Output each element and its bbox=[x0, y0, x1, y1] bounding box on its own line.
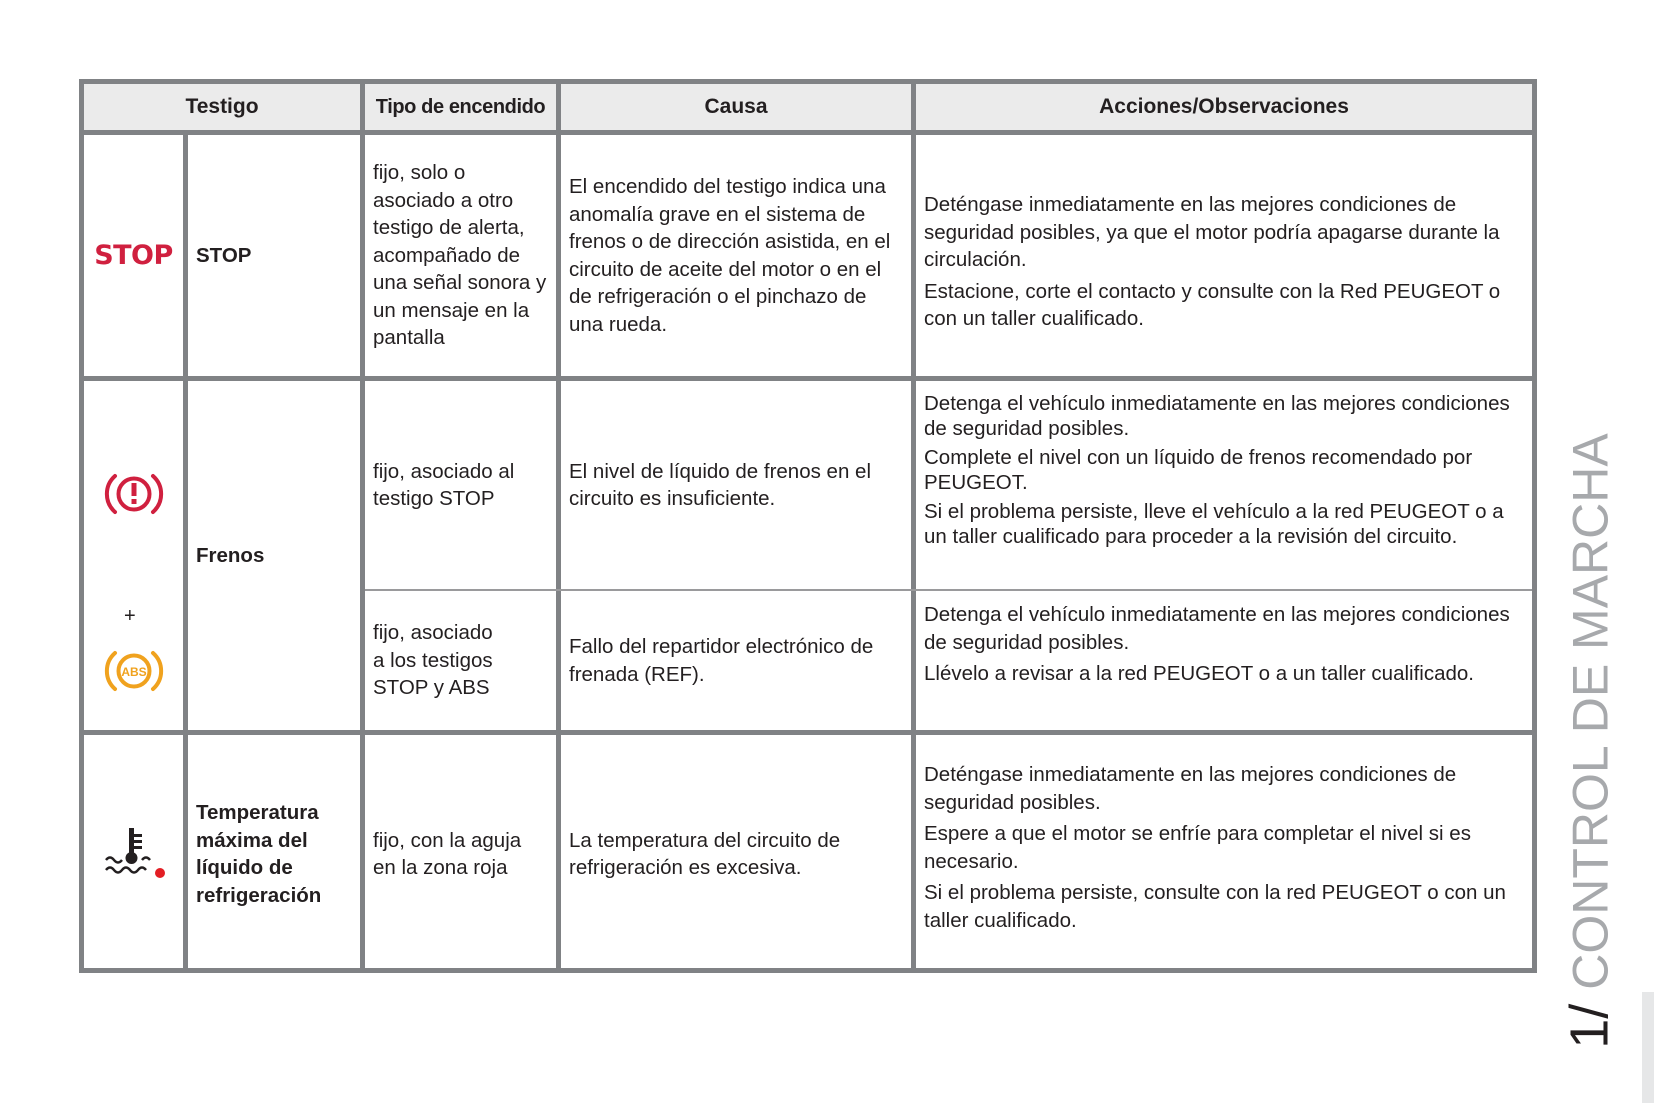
tipo-cell: fijo, solo o asociado a otro testigo de alerta, acompañado de una señal sonora y un mensaje en la pantalla bbox=[373, 161, 547, 350]
chapter-side-title bbox=[1560, 420, 1621, 1049]
brake-warning-icon bbox=[84, 462, 183, 526]
causa-cell: Fallo del repartidor electrónico de frenada (REF). bbox=[569, 635, 874, 686]
warning-name: STOP bbox=[196, 243, 252, 267]
chapter-number: 1/ bbox=[1560, 1003, 1621, 1049]
abs-warning-icon bbox=[84, 639, 183, 703]
warning-name: Temperatura máxima del líquido de refrigeración bbox=[196, 801, 322, 907]
header-acciones: Acciones/Observaciones bbox=[1099, 95, 1349, 118]
table-header bbox=[84, 84, 1532, 135]
causa-cell: El nivel de líquido de frenos en el circuito es insuficiente. bbox=[569, 459, 872, 510]
header-testigo: Testigo bbox=[185, 95, 259, 118]
tipo-cell: fijo, asociado al testigo STOP bbox=[373, 459, 515, 510]
acciones-cell: Detenga el vehículo inmediatamente en las mejores condiciones de seguridad posibles. Llévelo a revisar a la red PEUGEOT o a un taller cualificado. bbox=[924, 603, 1510, 685]
tipo-cell: fijo, asociado a los testigos STOP y ABS bbox=[373, 621, 493, 700]
acciones-cell: Deténgase inmediatamente en las mejores condiciones de seguridad posibles, ya que el motor podría apagarse durante la circulación. Estacione, corte el contacto y consulte con la Red PEUGEOT o con un taller cualificado. bbox=[924, 193, 1501, 330]
acciones-cell: Deténgase inmediatamente en las mejores condiciones de seguridad posibles. Espere a que el motor se enfríe para completar el nivel si es necesario. Si el problema persiste, consulte con la red PEUGEOT o con un taller cualificado. bbox=[924, 763, 1506, 932]
coolant-temperature-icon bbox=[84, 735, 183, 973]
stop-warning-icon: STOP bbox=[94, 240, 173, 271]
warning-name: Frenos bbox=[196, 543, 265, 567]
header-tipo: Tipo de encendido bbox=[375, 95, 546, 118]
header-causa: Causa bbox=[704, 95, 768, 118]
chapter-tab-strip bbox=[1642, 992, 1654, 1103]
warning-lights-table bbox=[79, 79, 1537, 973]
acciones-cell: Detenga el vehículo inmediatamente en las mejores condiciones de seguridad posibles. Complete el nivel con un líquido de frenos recomendado por PEUGEOT. Si el problema persiste, lleve el vehículo a la red PEUGEOT o a un taller cualificado para proceder a la revisión del circuito. bbox=[924, 392, 1510, 548]
plus-sign: + bbox=[124, 605, 136, 627]
svg-text:ABS: ABS bbox=[120, 665, 147, 679]
chapter-title: CONTROL DE MARCHA bbox=[1563, 433, 1620, 990]
causa-cell: El encendido del testigo indica una anomalía grave en el sistema de frenos o de dirección asistida, en el circuito de aceite del motor o en el de refrigeración o el pinchazo de una rueda. bbox=[569, 175, 891, 336]
causa-cell: La temperatura del circuito de refrigeración es excesiva. bbox=[569, 828, 841, 879]
tipo-cell: fijo, con la aguja en la zona roja bbox=[373, 828, 522, 879]
